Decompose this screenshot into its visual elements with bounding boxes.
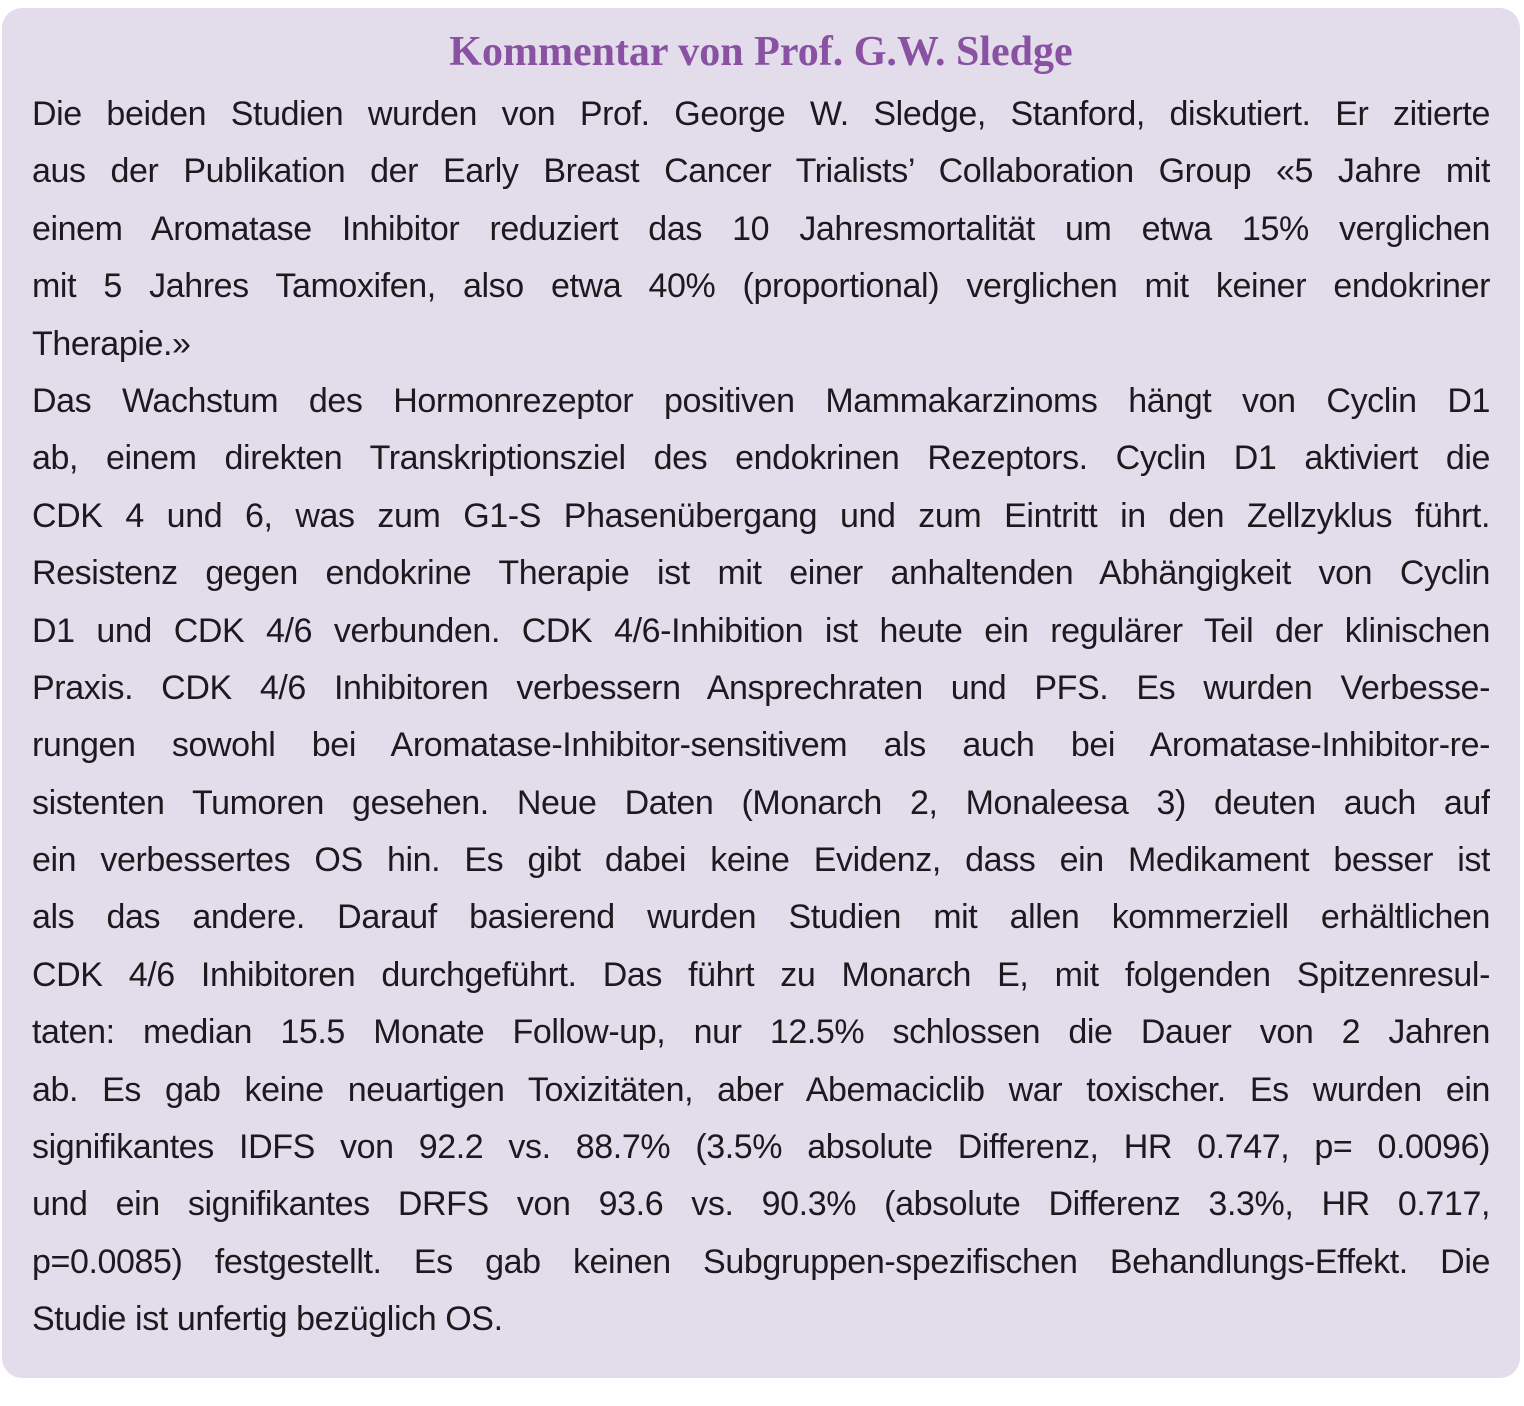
- comment-panel: [2, 8, 1520, 1378]
- body-line: Praxis. CDK 4/6 Inhibitoren verbessern Ansprechraten und PFS. Es wurden Verbesse-: [32, 668, 1490, 707]
- body-line: p=0.0085) festgestellt. Es gab keinen Subgruppen-spezifischen Behandlungs-Effekt. Die: [32, 1242, 1490, 1281]
- paragraph: [32, 86, 1490, 373]
- body-line: D1 und CDK 4/6 verbunden. CDK 4/6-Inhibition ist heute ein regulärer Teil der klinischen: [32, 611, 1490, 650]
- body-line: rungen sowohl bei Aromatase-Inhibitor-sensitivem als auch bei Aromatase-Inhibitor-re-: [32, 726, 1490, 765]
- body-line: Das Wachstum des Hormonrezeptor positiven Mammakarzinoms hängt von Cyclin D1: [32, 381, 1490, 420]
- body-line: und ein signifikantes DRFS von 93.6 vs. 90.3% (absolute Differenz 3.3%, HR 0.717,: [32, 1185, 1490, 1224]
- paragraph: [32, 373, 1490, 1349]
- body-line: sistenten Tumoren gesehen. Neue Daten (Monarch 2, Monaleesa 3) deuten auch auf: [32, 783, 1490, 822]
- body-line: CDK 4/6 Inhibitoren durchgeführt. Das führt zu Monarch E, mit folgenden Spitzenresul-: [32, 955, 1490, 994]
- body-line: Resistenz gegen endokrine Therapie ist mit einer anhaltenden Abhängigkeit von Cyclin: [32, 554, 1490, 593]
- body-line: als das andere. Darauf basierend wurden Studien mit allen kommerziell erhältlichen: [32, 898, 1490, 937]
- body-line: ab. Es gab keine neuartigen Toxizitäten, aber Abemaciclib war toxischer. Es wurden ein: [32, 1070, 1490, 1109]
- body-text: [32, 86, 1490, 1349]
- body-line: aus der Publikation der Early Breast Cancer Trialists’ Collaboration Group «5 Jahre mit: [32, 152, 1490, 191]
- body-line: signifikantes IDFS von 92.2 vs. 88.7% (3.5% absolute Differenz, HR 0.747, p= 0.0096): [32, 1128, 1490, 1167]
- body-line: mit 5 Jahres Tamoxifen, also etwa 40% (proportional) verglichen mit keiner endokriner: [32, 267, 1490, 306]
- body-line: Therapie.»: [32, 324, 191, 363]
- body-line: Studie ist unfertig bezüglich OS.: [32, 1300, 503, 1339]
- body-line: ein verbessertes OS hin. Es gibt dabei keine Evidenz, dass ein Medikament besser ist: [32, 841, 1490, 880]
- body-line: Die beiden Studien wurden von Prof. George W. Sledge, Stanford, diskutiert. Er zitierte: [32, 95, 1490, 133]
- body-line: CDK 4 und 6, was zum G1-S Phasenübergang und zum Eintritt in den Zellzyklus führt.: [32, 496, 1490, 535]
- body-line: taten: median 15.5 Monate Follow-up, nur 12.5% schlossen die Dauer von 2 Jahren: [32, 1013, 1490, 1052]
- body-line: einem Aromatase Inhibitor reduziert das 10 Jahresmortalität um etwa 15% verglichen: [32, 209, 1490, 248]
- body-line: ab, einem direkten Transkriptionsziel des endokrinen Rezeptors. Cyclin D1 aktiviert die: [32, 439, 1490, 478]
- panel-title: Kommentar von Prof. G.W. Sledge: [449, 29, 1073, 75]
